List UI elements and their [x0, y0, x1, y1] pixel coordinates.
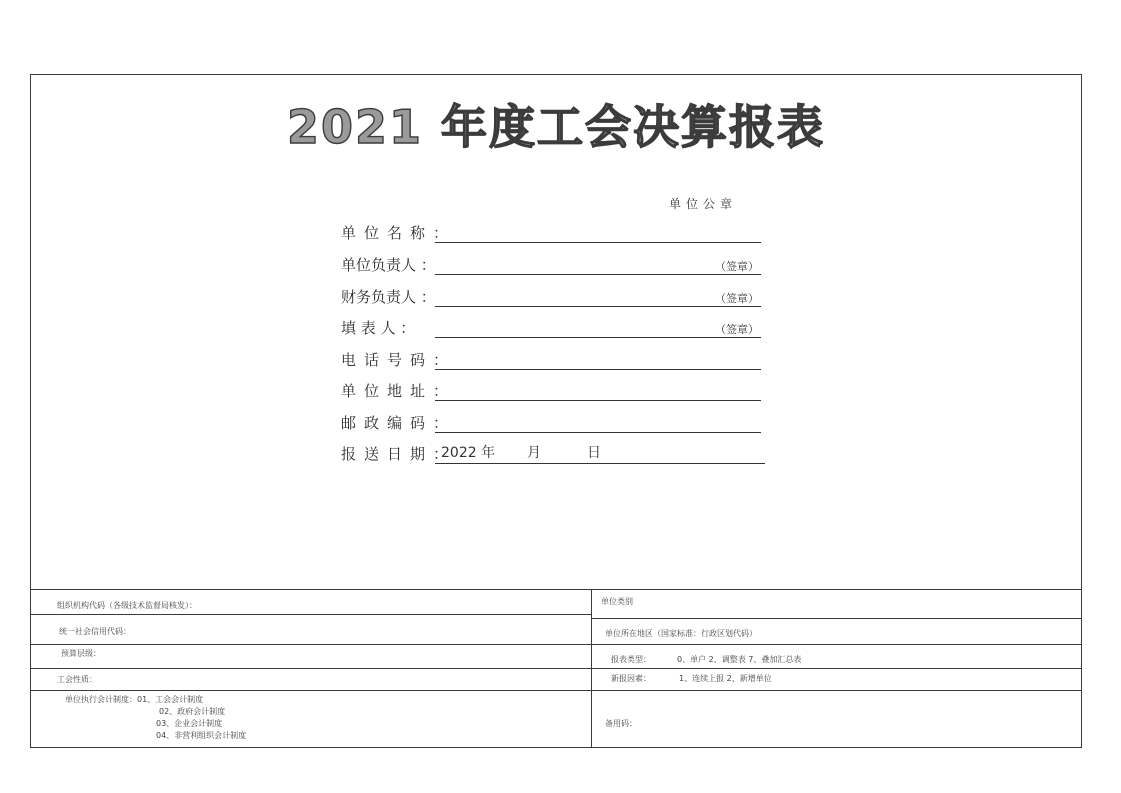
unit-name-label: 单位名称： — [341, 224, 457, 242]
info-grid — [31, 589, 1081, 748]
seal-label: 单位公章 — [669, 197, 738, 211]
preparer-input[interactable] — [435, 337, 761, 338]
phone-label: 电话号码： — [341, 351, 457, 369]
preparer-label: 填 表 人 ： — [341, 319, 416, 337]
unit-head-label: 单位负责人 ： — [341, 256, 436, 274]
grid-line — [31, 614, 591, 615]
report-date-month: 月 — [527, 445, 541, 461]
finance-head-input[interactable] — [435, 306, 761, 307]
union-nature-label: 工会性质： — [57, 675, 97, 684]
finance-head-sig: （签章） — [715, 292, 759, 305]
new-report-options: 1、连续上报 2、新增单位 — [679, 674, 772, 683]
accounting-system-label: 单位执行会计制度：01、工会会计制度 — [65, 695, 204, 704]
grid-line — [591, 618, 1081, 619]
field-phone — [341, 348, 761, 370]
field-address — [341, 379, 761, 401]
unit-type-label: 单位类别 — [601, 597, 633, 606]
grid-line — [31, 668, 1081, 669]
address-input[interactable] — [435, 400, 761, 401]
field-report-date — [341, 442, 765, 464]
unit-name-input[interactable] — [435, 242, 761, 243]
unit-head-input[interactable] — [435, 274, 761, 275]
grid-line — [31, 690, 1081, 691]
org-code-label: 组织机构代码（各级技术监督局核发）： — [57, 601, 197, 610]
grid-line — [31, 644, 1081, 645]
report-type-label: 报表类型： — [611, 655, 651, 664]
phone-input[interactable] — [435, 369, 761, 370]
accounting-04: 04、非营利组织会计制度 — [156, 731, 247, 740]
accounting-02: 02、政府会计制度 — [159, 707, 226, 716]
credit-code-label: 统一社会信用代码： — [59, 627, 131, 636]
address-label: 单位地址： — [341, 382, 457, 400]
field-finance-head — [341, 285, 761, 307]
field-unit-head — [341, 253, 761, 275]
field-postcode — [341, 411, 761, 433]
report-title: 2021 年度工会决算报表 — [286, 100, 826, 154]
report-date-input[interactable] — [435, 463, 765, 464]
report-date-label: 报送日期： — [341, 445, 457, 463]
new-report-label: 新报因素： — [611, 674, 651, 683]
remarks-label: 备用码： — [605, 719, 637, 728]
budget-level-label: 预算层级： — [61, 649, 101, 658]
postcode-label: 邮政编码： — [341, 414, 457, 432]
accounting-03: 03、企业会计制度 — [156, 719, 223, 728]
report-date-year: 2022 年 — [441, 445, 496, 461]
finance-head-label: 财务负责人 ： — [341, 288, 436, 306]
preparer-sig: （签章） — [715, 323, 759, 336]
report-date-day: 日 — [587, 445, 601, 461]
report-type-options: 0、单户 2、调整表 7、叠加汇总表 — [677, 655, 802, 664]
unit-head-sig: （签章） — [715, 260, 759, 273]
grid-divider — [591, 590, 592, 748]
region-label: 单位所在地区（国家标准：行政区划代码） — [605, 629, 757, 638]
form-frame — [30, 74, 1082, 748]
postcode-input[interactable] — [435, 432, 761, 433]
field-unit-name — [341, 221, 761, 243]
field-preparer — [341, 316, 761, 338]
